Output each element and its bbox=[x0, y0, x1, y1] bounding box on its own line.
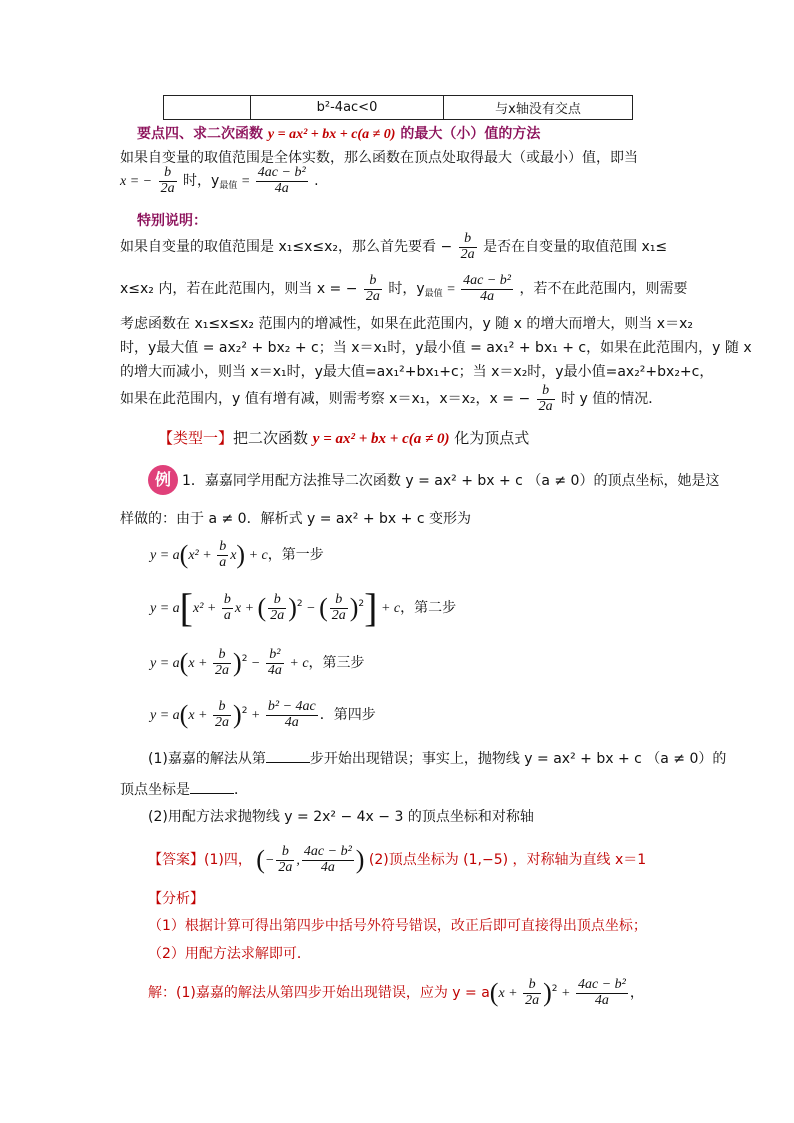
table-cell: 与x轴没有交点 bbox=[444, 96, 633, 120]
question-1: (1)嘉嘉的解法从第 步开始出现错误；事实上，抛物线 y = ax² + bx + c （a ≠ 0）的 bbox=[148, 751, 727, 767]
step-2: y = a[x² + $\frac{b}{a}$ x + ( $\frac{b}{2a}$ )$^2$ − ( $\frac{b}{2a}$ )$^2$] + c，第二步 bbox=[150, 585, 457, 630]
vertex-formula-line: x = − $\frac{b}{2a}$ 时，$y_{最值}$ = $\frac{\text{4ac − b²}}{4a}$ . bbox=[120, 165, 319, 196]
step-1: y = a(x² + $\frac{b}{a}$ x) + c，第一步 bbox=[150, 539, 324, 570]
step-3: y = a(x + $\frac{b}{2a}$ )$^2$ − $\frac{\text{b²}}{4a}$ + c，第三步 bbox=[150, 647, 365, 678]
table-cell bbox=[164, 96, 251, 120]
fraction: $\frac{b}{2a}$ bbox=[538, 383, 553, 414]
question-2: (2)用配方法求抛物线 y = 2x² − 4x − 3 的顶点坐标和对称轴 bbox=[148, 809, 534, 825]
analysis-1: （1）根据计算可得出第四步中括号外符号错误，改正后即可直接得出顶点坐标； bbox=[148, 918, 647, 934]
paragraph: 如果自变量的取值范围是全体实数，那么函数在顶点处取得最大（或最小）值，即当 bbox=[120, 150, 638, 166]
special-line-5: 的增大而减小，则当 x＝x₁时，y最大值=ax₁²+bx₁+c；当 x＝x₂时，y最小值=ax₂²+bx₂+c， bbox=[120, 364, 714, 380]
example-badge: 例 bbox=[148, 465, 178, 495]
analysis-label: 【分析】 bbox=[148, 891, 204, 907]
analysis-2: （2）用配方法求解即可． bbox=[148, 946, 311, 962]
fraction: $\frac{\text{4ac − b²}}{4a}$ bbox=[257, 165, 306, 196]
section-heading: 要点四、求二次函数 y = ax² + bx + c(a ≠ 0) 的最大（小）值的方法 bbox=[137, 126, 541, 142]
table-row bbox=[164, 96, 633, 120]
answer-blank bbox=[190, 781, 234, 794]
question-1-cont: 顶点坐标是 ． bbox=[120, 782, 248, 798]
fraction: $\frac{b}{2a}$ bbox=[160, 165, 175, 196]
table-cell: b²-4ac<0 bbox=[251, 96, 444, 120]
special-line-2: x≤x₂ 内，若在此范围内，则当 x = − $\frac{b}{2a}$ 时，$y_{最值}$ = $\frac{\text{4ac − b²}}{4a}$ ，若不在此范围内，则需要 bbox=[120, 273, 688, 304]
example-line-1: 1．嘉嘉同学用配方法推导二次函数 y = ax² + bx + c （a ≠ 0）的顶点坐标，她是这 bbox=[182, 473, 720, 489]
special-line-1: 如果自变量的取值范围是 x₁≤x≤x₂，那么首先要看 − $\frac{b}{2a}$ 是否在自变量的取值范围 x₁≤ bbox=[120, 231, 668, 262]
answer-line: 【答案】(1)四， (− $\frac{b}{2a}$ , $\frac{\text{4ac − b²}}{4a}$ ) (2)顶点坐标为 (1,−5) ，对称轴为直线 x＝1 bbox=[148, 844, 647, 875]
special-line-3: 考虑函数在 x₁≤x≤x₂ 范围内的增减性，如果在此范围内，y 随 x 的增大而增大，则当 x＝x₂ bbox=[120, 316, 693, 332]
step-4: y = a(x + $\frac{b}{2a}$ )$^2$ + $\frac{\text{b² − 4ac}}{4a}$ ．第四步 bbox=[150, 699, 376, 730]
answer-blank bbox=[266, 750, 310, 763]
type-heading: 【类型一】把二次函数 y = ax² + bx + c(a ≠ 0) 化为顶点式 bbox=[158, 429, 530, 447]
fraction: $\frac{\text{4ac − b²}}{4a}$ bbox=[463, 273, 511, 304]
solution-line: 解：(1)嘉嘉的解法从第四步开始出现错误，应为 y = a(x + $\frac{b}{2a}$ )$^2$ + $\frac{\text{4ac − b²}}{4a}$ ， bbox=[148, 977, 644, 1008]
special-note-label: 特别说明： bbox=[137, 213, 207, 229]
fraction: $\frac{b}{2a}$ bbox=[365, 273, 380, 304]
special-line-4: 时，y最大值 = ax₂² + bx₂ + c；当 x＝x₁时，y最小值 = ax₁² + bx₁ + c，如果在此范围内，y 随 x bbox=[120, 340, 752, 356]
example-line-2: 样做的：由于 a ≠ 0．解析式 y = ax² + bx + c 变形为 bbox=[120, 511, 471, 527]
special-line-6: 如果在此范围内，y 值有增有减，则需考察 x＝x₁，x＝x₂，x = − $\frac{b}{2a}$ 时 y 值的情况． bbox=[120, 383, 663, 414]
discriminant-table bbox=[163, 95, 633, 120]
fraction: $\frac{b}{2a}$ bbox=[460, 231, 475, 262]
